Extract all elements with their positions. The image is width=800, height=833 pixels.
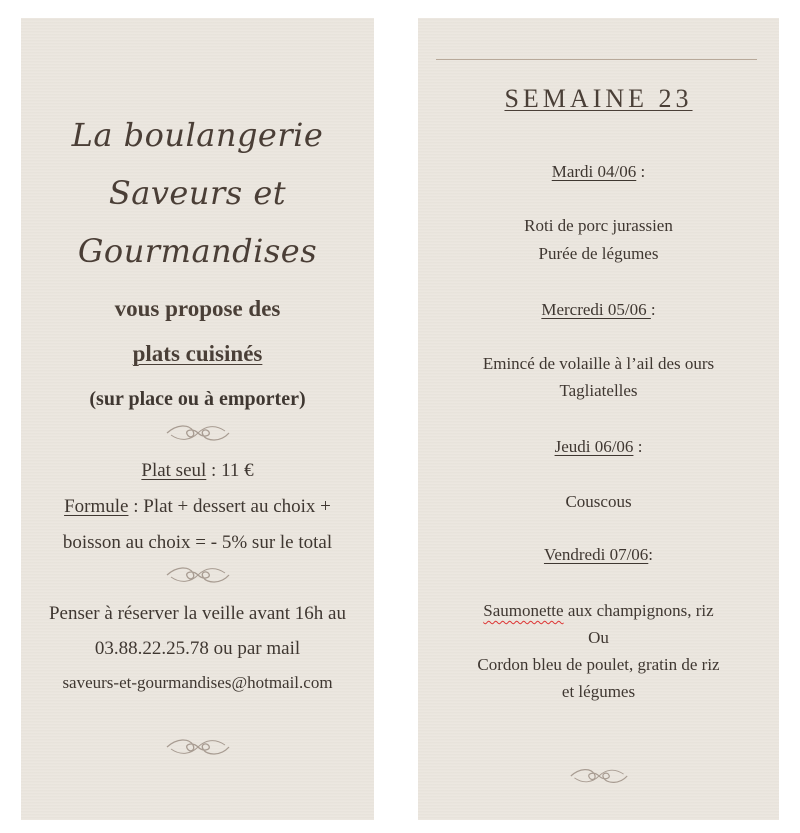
- reserve-line-2: 03.88.22.25.78 ou par mail: [94, 638, 301, 659]
- right-menu-panel: [418, 18, 779, 820]
- dish-item: Couscous: [565, 492, 632, 511]
- day-suffix: :: [636, 162, 646, 181]
- plat-seul-label: Plat seul: [141, 460, 207, 481]
- day-label: Jeudi 06/06: [554, 437, 634, 456]
- plat-seul-price: : 11 €: [206, 460, 254, 481]
- title-line-2: Saveurs et: [108, 174, 287, 212]
- email-text: saveurs-et-gourmandises@hotmail.com: [62, 673, 333, 692]
- dish-item: [418, 601, 779, 621]
- flourish-ornament-icon: [160, 736, 236, 758]
- title-line-3: Gourmandises: [77, 232, 318, 270]
- dish-item: Ou: [588, 628, 609, 647]
- week-title: SEMAINE 23: [504, 84, 693, 113]
- dish-rest: aux champignons, riz: [563, 601, 714, 620]
- plats-line: [21, 341, 374, 367]
- formule-label: Formule: [64, 496, 129, 517]
- day-heading-mercredi: [418, 300, 779, 320]
- formule-line-1: [21, 496, 374, 518]
- dish-item: Tagliatelles: [559, 381, 638, 400]
- plat-seul-line: [21, 460, 374, 482]
- dish-item: Roti de porc jurassien: [524, 216, 673, 235]
- propose-text: vous propose des: [114, 296, 281, 321]
- day-suffix: :: [633, 437, 643, 456]
- sur-place-text: (sur place ou à emporter): [89, 388, 306, 410]
- plats-cuisines-text: plats cuisinés: [132, 341, 263, 366]
- flourish-ornament-icon: [567, 766, 631, 786]
- formule-text-1: : Plat + dessert au choix +: [128, 496, 331, 517]
- day-heading-vendredi: [418, 545, 779, 565]
- week-title-line: [418, 84, 779, 114]
- spellcheck-word: Saumonette: [483, 601, 564, 620]
- dish-item: Emincé de volaille à l’ail des ours: [482, 354, 715, 373]
- day-suffix: :: [650, 300, 656, 319]
- day-heading-jeudi: [418, 437, 779, 457]
- day-suffix: :: [648, 545, 654, 564]
- day-label: Vendredi 07/06: [543, 545, 649, 564]
- day-label: Mardi 04/06: [551, 162, 637, 181]
- flourish-ornament-icon: [163, 422, 233, 444]
- flourish-ornament-icon: [163, 564, 233, 586]
- dish-item: Purée de légumes: [538, 244, 659, 263]
- reserve-line-1: Penser à réserver la veille avant 16h au: [48, 603, 346, 624]
- left-flyer-panel: [21, 18, 374, 820]
- day-label: Mercredi 05/06: [541, 300, 651, 319]
- title-line-1: La boulangerie: [71, 116, 324, 154]
- day-heading-mardi: [418, 162, 779, 182]
- dish-item: Cordon bleu de poulet, gratin de riz: [477, 655, 720, 674]
- dish-item: et légumes: [561, 682, 636, 701]
- top-divider: [436, 59, 757, 60]
- formule-line-2: boisson au choix = - 5% sur le total: [62, 532, 333, 553]
